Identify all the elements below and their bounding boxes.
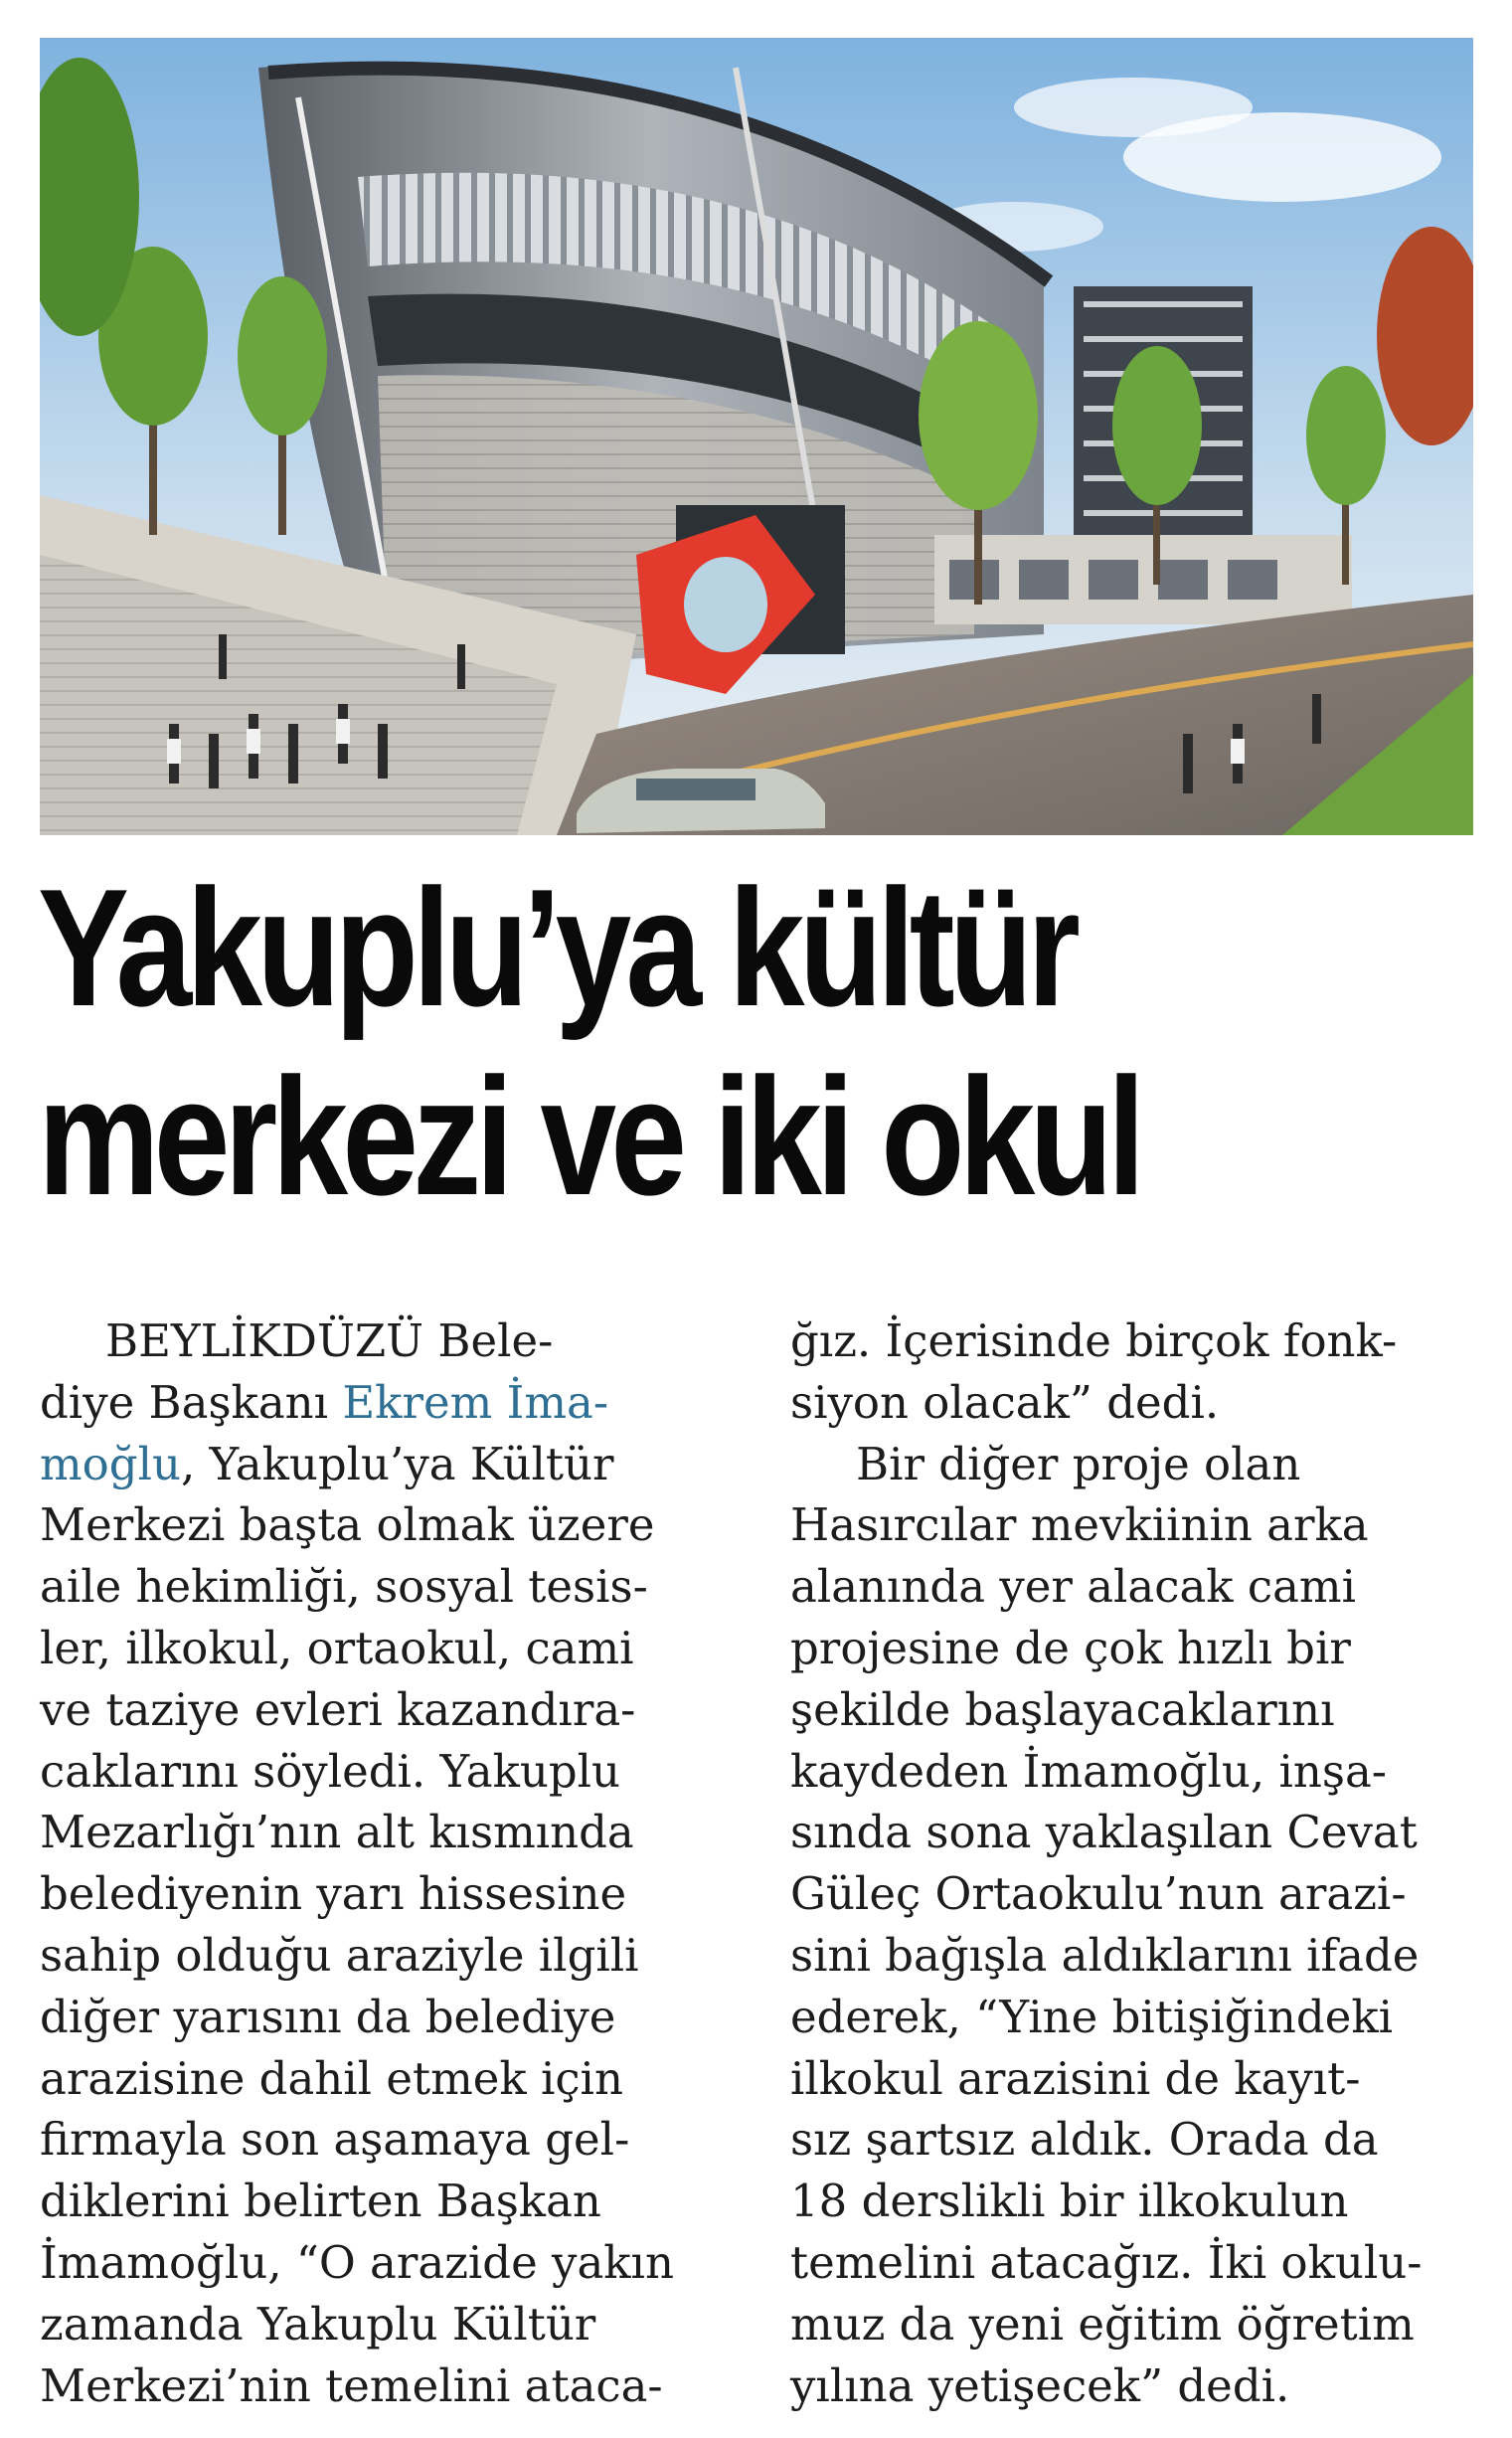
text-line: Bir diğer proje olan [856, 1437, 1301, 1490]
text-line: sini bağışla aldıklarını ifade [790, 1928, 1420, 1982]
text-line: Hasırcılar mevkiinin arka [790, 1498, 1369, 1552]
text-line: belediyenin yarı hissesine [40, 1867, 627, 1921]
article-column-left [40, 1310, 726, 2416]
text-line: alanında yer alacak cami [790, 1560, 1356, 1614]
text-line: ğız. İçerisinde birçok fonk- [790, 1314, 1398, 1367]
text-line: sında sona yaklaşılan Cevat [790, 1806, 1418, 1859]
text-line: yılına yetişecek” dedi. [790, 2358, 1290, 2412]
headline-line-2: merkezi ve iki okul [38, 1043, 1140, 1230]
text-segment: , Yakuplu’ya Kültür [180, 1437, 614, 1490]
text-line: şekilde başlayacaklarını [790, 1682, 1335, 1736]
text-line: ler, ilkokul, ortaokul, cami [40, 1621, 634, 1674]
text-segment: diye Başkanı [40, 1375, 343, 1429]
text-line [40, 1372, 726, 1434]
text-line: ve taziye evleri kazandıra- [40, 1682, 636, 1736]
text-line: diklerini belirten Başkan [40, 2175, 601, 2228]
text-line: ilkokul arazisini de kayıt- [790, 2051, 1361, 2105]
text-line: Merkezi’nin temelini ataca- [40, 2358, 663, 2412]
headline [38, 853, 1220, 1231]
headline-line-1: Yakuplu’ya kültür [38, 854, 1076, 1041]
text-line: arazisine dahil etmek için [40, 2051, 623, 2105]
text-line: firmayla son aşamaya gel- [40, 2113, 630, 2167]
text-line: aile hekimliği, sosyal tesis- [40, 1560, 648, 1614]
person-name: Ekrem İma- [342, 1375, 609, 1429]
text-line: sahip olduğu araziyle ilgili [40, 1928, 639, 1982]
text-line: 18 derslikli bir ilkokulun [790, 2175, 1349, 2228]
text-line: İmamoğlu, “O arazide yakın [40, 2235, 674, 2289]
text-line: Merkezi başta olmak üzere [40, 1498, 655, 1552]
text-line: muz da yeni eğitim öğretim [790, 2297, 1415, 2351]
text-line: BEYLİKDÜZÜ Bele- [105, 1314, 554, 1367]
text-line: Mezarlığı’nın alt kısmında [40, 1806, 634, 1859]
text-line [40, 1434, 726, 1495]
text-line: kaydeden İmamoğlu, inşa- [790, 1744, 1388, 1798]
text-line: Güleç Ortaokulu’nun arazi- [790, 1867, 1407, 1921]
text-line: caklarını söyledi. Yakuplu [40, 1744, 621, 1798]
text-line: sız şartsız aldık. Orada da [790, 2113, 1379, 2167]
article-column-right [790, 1310, 1476, 2416]
text-line: zamanda Yakuplu Kültür [40, 2297, 596, 2351]
person-name: moğlu [40, 1437, 181, 1490]
article-photo [40, 38, 1473, 835]
text-line: siyon olacak” dedi. [790, 1375, 1220, 1429]
text-line: temelini atacağız. İki okulu- [790, 2235, 1423, 2289]
culture-center-rendering [40, 38, 1473, 835]
text-line: ederek, “Yine bitişiğindeki [790, 1990, 1394, 2043]
text-line: projesine de çok hızlı bir [790, 1621, 1351, 1674]
text-line: diğer yarısını da belediye [40, 1990, 616, 2043]
